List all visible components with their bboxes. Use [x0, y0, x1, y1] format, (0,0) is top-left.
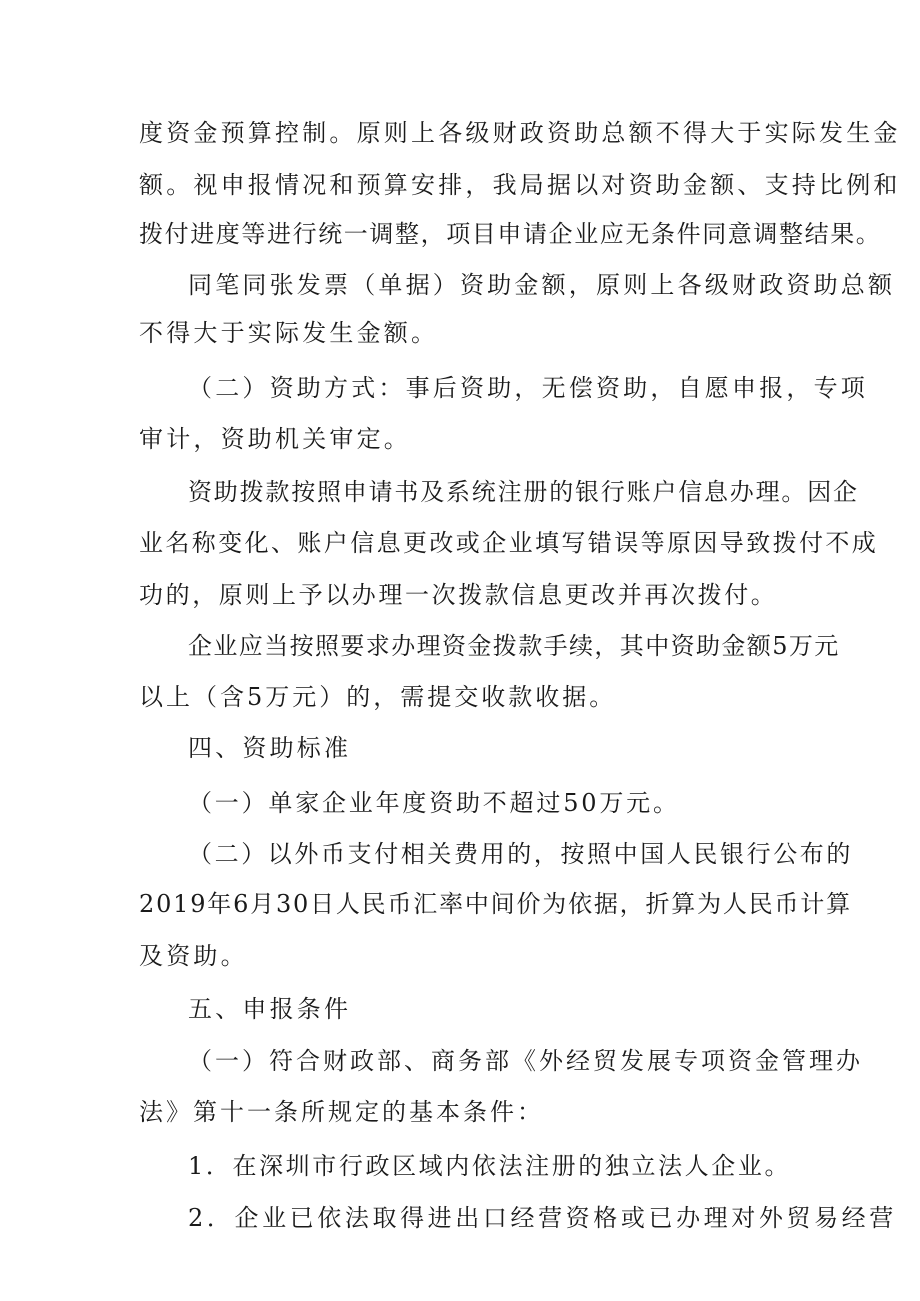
text-line-6: （二）资助方式：事后资助，无偿资助，自愿申报，专项 [188, 374, 868, 402]
text-line-2: 额。视申报情况和预算安排，我局据以对资助金额、支持比例和 [139, 171, 901, 199]
text-line-8: 资助拨款按照申请书及系统注册的银行账户信息办理。因企 [188, 478, 859, 506]
text-line-19: （一）符合财政部、商务部《外经贸发展专项资金管理办 [188, 1047, 863, 1075]
text-line-14: （一）单家企业年度资助不超过50万元。 [188, 789, 680, 817]
section-heading-5: 五、申报条件 [188, 995, 352, 1023]
text-line-4: 同笔同张发票（单据）资助金额，原则上各级财政资助总额 [188, 271, 896, 299]
text-line-15: （二）以外币支付相关费用的，按照中国人民银行公布的 [188, 840, 853, 868]
text-line-3: 拨付进度等进行统一调整，项目申请企业应无条件同意调整结果。 [139, 220, 882, 248]
text-line-21: 1．在深圳市行政区域内依法注册的独立法人企业。 [188, 1152, 792, 1180]
text-line-17: 及资助。 [139, 942, 248, 970]
text-line-7: 审计，资助机关审定。 [139, 425, 411, 453]
section-heading-4: 四、资助标准 [188, 734, 352, 762]
text-line-20: 法》第十一条所规定的基本条件： [139, 1098, 544, 1126]
text-line-1: 度资金预算控制。原则上各级财政资助总额不得大于实际发生金 [139, 119, 901, 147]
text-line-22: 2．企业已依法取得进出口经营资格或已办理对外贸易经营 [188, 1204, 897, 1232]
text-line-16: 2019年6月30日人民币汇率中间价为依据，折算为人民币计算 [139, 890, 852, 918]
text-line-10: 功的，原则上予以办理一次拨款信息更改并再次拨付。 [139, 581, 778, 609]
text-line-12: 以上（含5万元）的，需提交收款收据。 [139, 683, 617, 711]
text-line-9: 业名称变化、账户信息更改或企业填写错误等原因导致拨付不成 [139, 529, 879, 557]
text-line-5: 不得大于实际发生金额。 [139, 319, 439, 347]
text-line-11: 企业应当按照要求办理资金拨款手续，其中资助金额5万元 [188, 632, 840, 660]
